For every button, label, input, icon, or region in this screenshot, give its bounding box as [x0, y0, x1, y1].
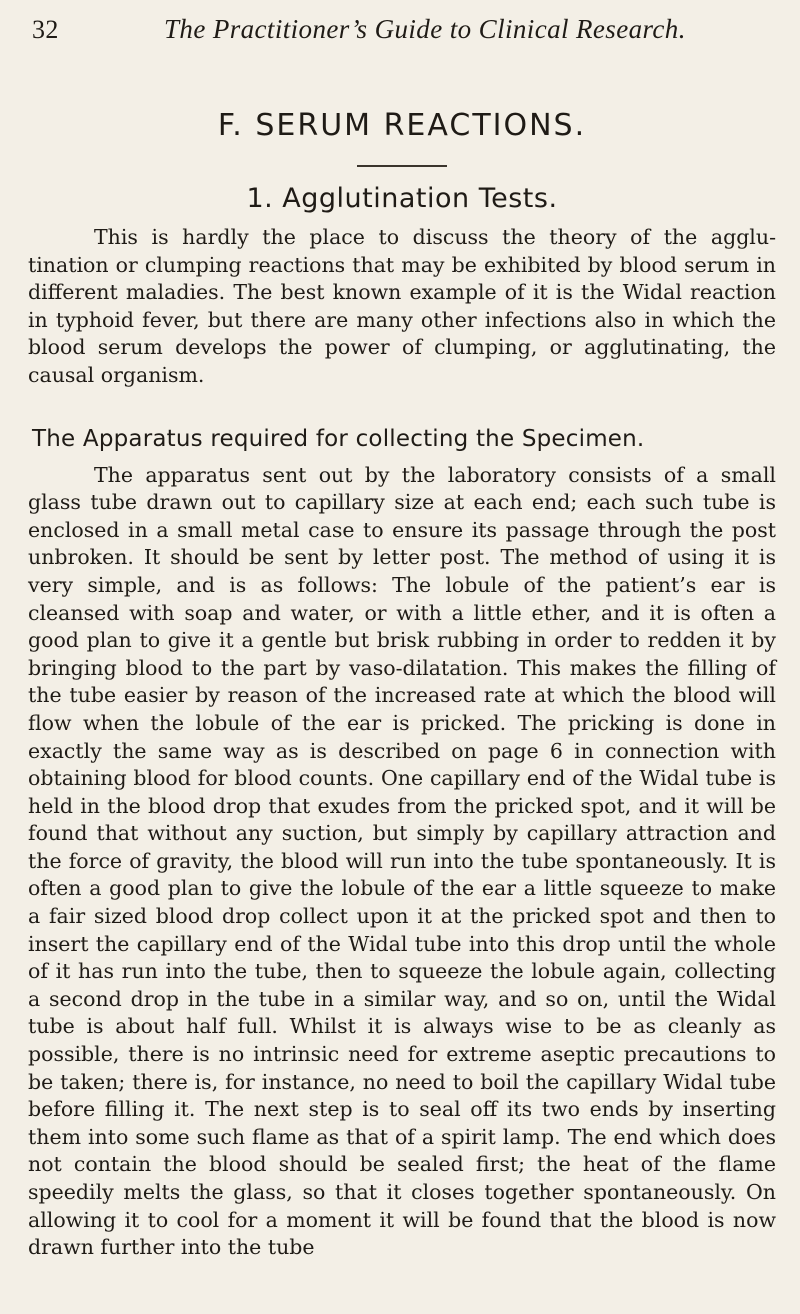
running-title: The Practitioner’s Guide to Clinical Research. [164, 14, 686, 44]
running-head [28, 0, 776, 70]
subsection-title: 1. Agglutination Tests. [246, 183, 558, 214]
title-divider [357, 165, 447, 167]
intro-paragraph: This is hardly the place to discuss the theory of the agglu- tination or clumping reactions that may be exhibited by blood serum in different maladies. The best known example of it is the Widal reaction in typhoid fever, but there are many other infections also in which the blood serum develops the power of clumping, or agglutinating, the causal organism. [28, 225, 776, 387]
apparatus-heading: The Apparatus required for collecting the Specimen. [32, 425, 645, 452]
section-title: F. SERUM REACTIONS. [217, 108, 587, 143]
page-number: 32 [32, 15, 59, 44]
apparatus-paragraph: The apparatus sent out by the laboratory consists of a small glass tube drawn out to capillary size at each end; each such tube is enclosed in a small metal case to ensure its passage through the post unbroken. It should be sent by letter post. The method of using it is very simple, and is as follows: The lobule of the patient’s ear is cleansed with soap and water, or with a little ether, and it is often a good plan to give it a gentle but brisk rubbing in order to redden it by bringing blood to the part by vaso-dilatation. This makes the filling of the tube easier by reason of the increased rate at which the blood will flow when the lobule of the ear is pricked. The pricking is done in exactly the same way as is described on page 6 in connection with obtaining blood for blood counts. One capillary end of the Widal tube is held in the blood drop that exudes from the pricked spot, and it will be found that without any suction, but simply by capillary attraction and the force of gravity, the blood will run into the tube spontaneously. It is often a good plan to give the lobule of the ear a little squeeze to make a fair sized blood drop collect upon it at the pricked spot and then to insert the capillary end of the Widal tube into this drop until the whole of it has run into the tube, then to squeeze the lobule again, collecting a second drop in the tube in a similar way, and so on, until the Widal tube is about half full. Whilst it is always wise to be as cleanly as possible, there is no intrinsic need for extreme aseptic precautions to be taken; there is, for instance, no need to boil the capillary Widal tube before filling it. The next step is to seal off its two ends by inserting them into some such flame as that of a spirit lamp. The end which does not contain the blood should be sealed first; the heat of the flame speedily melts the glass, so that it closes together spontaneously. On allowing it to cool for a moment it will be found that the blood is now drawn further into the tube [28, 462, 776, 1260]
